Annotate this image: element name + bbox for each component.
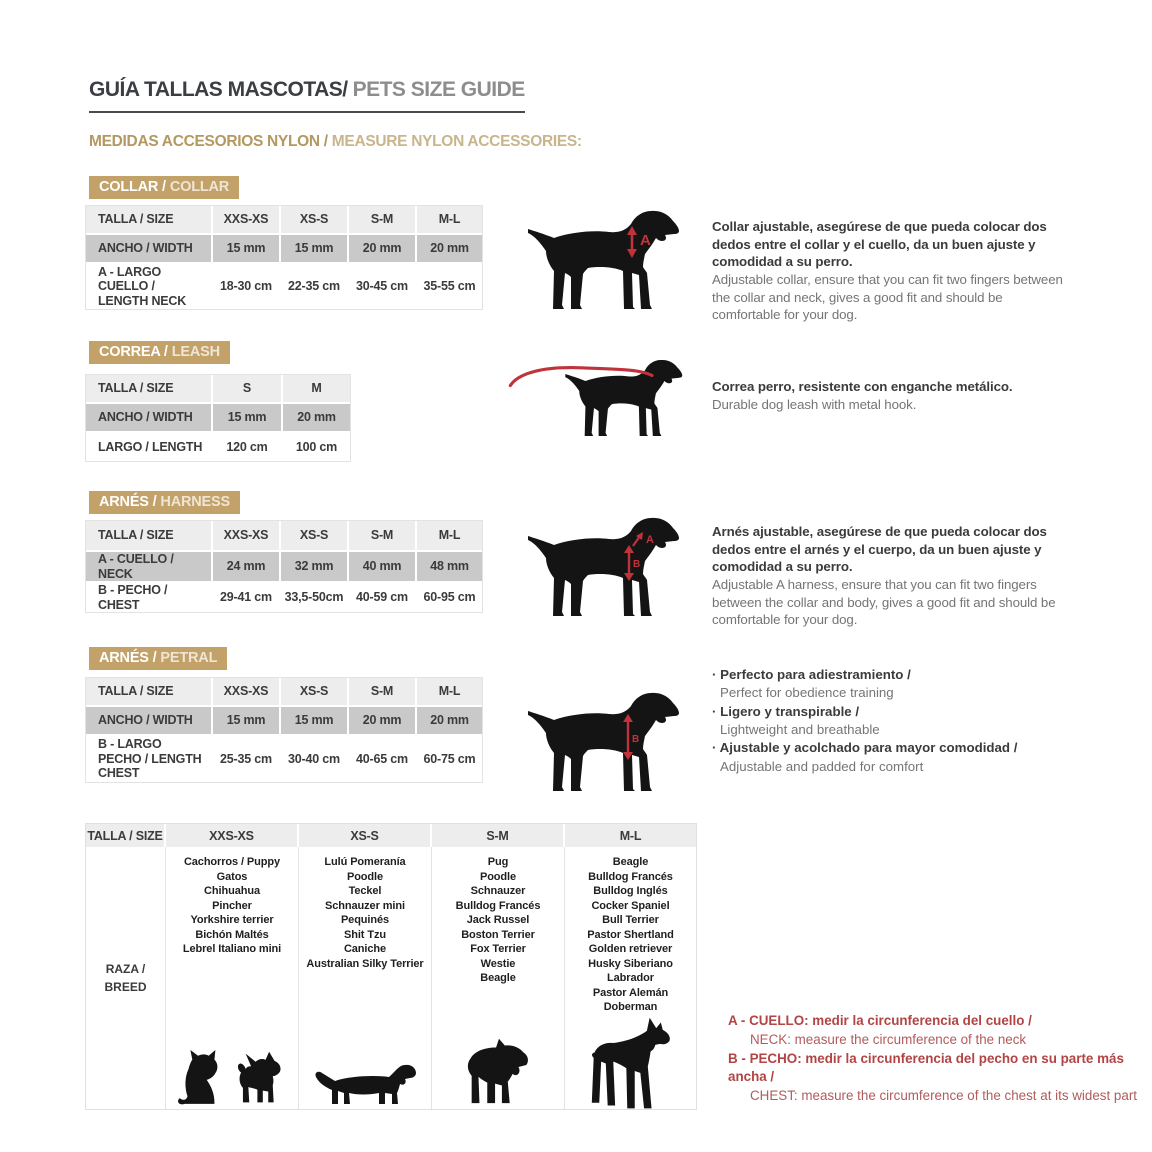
collar-size-table [85, 205, 483, 310]
table-header-cell: TALLA / SIZE [86, 824, 166, 847]
table-cell: 100 cm [283, 433, 350, 461]
table-header-cell: M-L [417, 678, 482, 705]
table-cell: 15 mm [213, 404, 281, 431]
breed-item: Doberman [603, 1001, 658, 1013]
table-header-cell: XXS-XS [213, 521, 279, 550]
breed-item: Pastor Shertland [587, 928, 674, 941]
breed-item: Caniche [343, 943, 387, 955]
breed-item: Bulldog Francés [588, 870, 673, 883]
breed-item: Teckel [348, 885, 382, 897]
svg-text:A: A [646, 534, 654, 546]
table-cell: 24 mm [213, 552, 279, 581]
table-cell: 40-59 cm [349, 583, 415, 612]
breed-item: Gatos [216, 870, 248, 883]
table-row-label: ANCHO / WIDTH [86, 707, 211, 734]
page-subtitle-es: MEDIDAS ACCESORIOS NYLON / [89, 133, 328, 150]
table-cell: 33,5-50cm [281, 583, 347, 612]
leash-description [712, 378, 1064, 413]
table-header-cell: TALLA / SIZE [86, 521, 211, 550]
breed-item: Boston Terrier [461, 928, 535, 941]
table-header-cell: S-M [349, 521, 415, 550]
breed-column-s-m [432, 847, 565, 1109]
footnote-en: NECK: measure the circumference of the neck [750, 1031, 1027, 1047]
feature-es: · Perfecto para adiestramiento / [712, 666, 1072, 684]
breed-item: Labrador [607, 972, 654, 984]
footnote-es: A - CUELLO: medir la circunferencia del cuello / [728, 1013, 1032, 1028]
svg-text:A: A [640, 232, 651, 249]
table-cell: 20 mm [283, 404, 350, 431]
dog-collar-fit-icon [517, 204, 691, 316]
table-header-cell: M-L [417, 521, 482, 550]
badge-label-en: COLLAR [169, 179, 230, 195]
table-header-cell: XS-S [299, 824, 432, 847]
chihuahua-silhouette-icon [233, 1049, 289, 1107]
table-cell: 20 mm [417, 707, 482, 734]
breed-item: Beagle [480, 972, 516, 984]
section-badge-petral [89, 647, 227, 670]
table-header-cell: XXS-XS [213, 206, 279, 233]
table-header-cell: S-M [349, 678, 415, 705]
page-title-es: GUÍA TALLAS MASCOTAS/ [89, 78, 348, 101]
table-header-cell: TALLA / SIZE [86, 678, 211, 705]
badge-label-en: LEASH [171, 344, 220, 360]
dog-chest-strap-icon [517, 686, 691, 798]
breed-item: Husky Siberiano [588, 957, 673, 970]
breed-list [587, 855, 673, 1015]
breed-item: Golden retriever [588, 943, 673, 955]
section-badge-collar [89, 176, 239, 199]
feature-en: Lightweight and breathable [720, 722, 880, 738]
table-cell: 25-35 cm [213, 736, 279, 782]
table-header-cell: S-M [432, 824, 565, 847]
table-header-cell: XXS-XS [213, 678, 279, 705]
breed-item: Beagle [612, 856, 649, 868]
table-cell: 30-40 cm [281, 736, 347, 782]
breed-item: Schnauzer [470, 885, 526, 897]
description-en: Durable dog leash with metal hook. [712, 396, 917, 412]
doberman-silhouette-icon [586, 1015, 676, 1110]
description-es: Collar ajustable, asegúrese de que pueda colocar dos dedos entre el collar y el cuello, da un buen ajuste y comodidad a su perro. [712, 219, 1047, 270]
collar-description [712, 218, 1064, 324]
table-cell: 22-35 cm [281, 264, 347, 309]
page-title-en: PETS SIZE GUIDE [352, 78, 525, 101]
feature-en: Perfect for obedience training [720, 685, 894, 701]
table-cell: 48 mm [417, 552, 482, 581]
page-subtitle-en: MEASURE NYLON ACCESSORIES: [331, 133, 582, 150]
schnauzer-silhouette-icon [458, 1027, 538, 1107]
section-badge-leash [89, 341, 230, 364]
breed-item: Cachorros / Puppy [183, 856, 281, 868]
description-en: Adjustable collar, ensure that you can fit two fingers between the collar and neck, gives a good fit and should be comfortable for your dog. [712, 272, 1063, 323]
cat-silhouette-icon [175, 1045, 225, 1107]
dog-harness-fit-icon [517, 511, 691, 623]
harness-description [712, 523, 1064, 629]
breed-row-label: RAZA / BREED [86, 847, 166, 1109]
table-cell: 32 mm [281, 552, 347, 581]
breed-item: Bichón Maltés [195, 928, 269, 941]
breed-item: Poodle [479, 870, 517, 883]
harness-size-table [85, 520, 483, 613]
table-header-cell: TALLA / SIZE [86, 375, 211, 402]
table-header-cell: XXS-XS [166, 824, 299, 847]
breed-item: Pincher [212, 899, 252, 912]
breed-list [183, 855, 281, 957]
silhouette-group [313, 1055, 418, 1109]
badge-label-en: PETRAL [160, 650, 218, 666]
badge-label-es: COLLAR / [99, 179, 166, 195]
table-cell: 18-30 cm [213, 264, 279, 309]
table-cell: 20 mm [349, 235, 415, 262]
table-cell: 20 mm [417, 235, 482, 262]
breed-item: Bulldog Francés [455, 899, 541, 912]
table-header-cell: S [213, 375, 281, 402]
table-row-label: A - CUELLO / NECK [86, 552, 211, 581]
table-cell: 40-65 cm [349, 736, 415, 782]
page-title [89, 78, 525, 113]
footnote-es: B - PECHO: medir la circunferencia del pecho en su parte más ancha / [728, 1050, 1124, 1085]
page-subtitle [89, 133, 582, 151]
table-cell: 29-41 cm [213, 583, 279, 612]
table-row-label: B - PECHO / CHEST [86, 583, 211, 612]
table-cell: 15 mm [213, 707, 279, 734]
table-row-label: B - LARGO PECHO / LENGTH CHEST [86, 736, 211, 782]
breed-item: Bull Terrier [602, 914, 659, 926]
feature-item [712, 739, 1072, 776]
feature-es: · Ajustable y acolchado para mayor comodidad / [712, 739, 1072, 757]
table-header-cell: M [283, 375, 350, 402]
breed-item: Lulú Pomeranía [324, 856, 406, 868]
svg-text:B: B [632, 734, 640, 745]
description-es: Arnés ajustable, asegúrese de que pueda colocar dos dedos entre el arnés y el cuerpo, da un buen ajuste y comodidad a su perro. [712, 524, 1047, 575]
description-es: Correa perro, resistente con enganche metálico. [712, 379, 1013, 394]
breed-item: Westie [480, 957, 516, 970]
breed-item: Cocker Spaniel [591, 899, 670, 912]
badge-label-es: CORREA / [99, 344, 168, 360]
feature-item [712, 703, 1072, 740]
breed-column-xxs-xs [166, 847, 299, 1109]
table-cell: 15 mm [213, 235, 279, 262]
feature-es: · Ligero y transpirable / [712, 703, 1072, 721]
table-row-label: ANCHO / WIDTH [86, 235, 211, 262]
breed-item: Australian Silky Terrier [306, 957, 424, 970]
badge-label-en: HARNESS [160, 494, 230, 510]
badge-label-es: ARNÉS / [99, 650, 157, 666]
breed-table [85, 823, 697, 1110]
table-row-label: LARGO / LENGTH [86, 433, 211, 461]
footnote-a [728, 1012, 1148, 1050]
badge-label-es: ARNÉS / [99, 494, 157, 510]
table-cell: 40 mm [349, 552, 415, 581]
table-header-cell: M-L [565, 824, 696, 847]
breed-item: Bulldog Inglés [593, 885, 668, 897]
svg-text:B: B [633, 559, 641, 570]
table-header-cell: XS-S [281, 678, 347, 705]
table-cell: 60-95 cm [417, 583, 482, 612]
silhouette-group [175, 1045, 289, 1109]
breed-column-xs-s [299, 847, 432, 1109]
table-cell: 15 mm [281, 707, 347, 734]
dachshund-silhouette-icon [313, 1055, 418, 1107]
table-header-cell: TALLA / SIZE [86, 206, 211, 233]
table-cell: 120 cm [213, 433, 281, 461]
footnote-en: CHEST: measure the circumference of the chest at its widest part [750, 1088, 1138, 1104]
table-cell: 20 mm [349, 707, 415, 734]
petral-size-table [85, 677, 483, 783]
breed-item: Poodle [346, 870, 384, 883]
silhouette-group [458, 1027, 538, 1109]
footnote-b [728, 1050, 1148, 1106]
breed-item: Shit Tzu [344, 928, 386, 941]
breed-table-header [86, 824, 696, 847]
breed-item: Pastor Alemán [592, 986, 669, 999]
breed-list [456, 855, 541, 986]
table-header-cell: S-M [349, 206, 415, 233]
table-header-cell: XS-S [281, 206, 347, 233]
section-badge-harness [89, 491, 240, 514]
table-cell: 35-55 cm [417, 264, 482, 309]
table-row-label: A - LARGO CUELLO / LENGTH NECK [86, 264, 211, 309]
table-header-cell: M-L [417, 206, 482, 233]
breed-item: Lebrel Italiano mini [182, 943, 282, 955]
breed-table-body [86, 847, 696, 1109]
breed-column-m-l [565, 847, 696, 1109]
dog-leash-icon [508, 344, 690, 452]
table-header-cell: XS-S [281, 521, 347, 550]
breed-item: Schnauzer mini [325, 899, 405, 912]
silhouette-group [586, 1015, 676, 1110]
table-cell: 30-45 cm [349, 264, 415, 309]
breed-list [306, 855, 423, 971]
table-row-label: ANCHO / WIDTH [86, 404, 211, 431]
feature-en: Adjustable and padded for comfort [720, 758, 924, 774]
breed-item: Yorkshire terrier [190, 914, 274, 926]
breed-item: Pug [487, 856, 509, 868]
measurement-footnotes [728, 1012, 1148, 1106]
breed-item: Pequinés [340, 914, 390, 926]
table-cell: 15 mm [281, 235, 347, 262]
breed-item: Fox Terrier [470, 943, 526, 955]
breed-item: Jack Russel [466, 914, 530, 926]
breed-item: Chihuahua [204, 885, 260, 897]
feature-item [712, 666, 1072, 703]
leash-size-table [85, 374, 351, 462]
petral-features-list [712, 666, 1072, 776]
description-en: Adjustable A harness, ensure that you can fit two fingers between the collar and body, gives a good fit and should be comfortable for your dog. [712, 577, 1056, 628]
table-cell: 60-75 cm [417, 736, 482, 782]
